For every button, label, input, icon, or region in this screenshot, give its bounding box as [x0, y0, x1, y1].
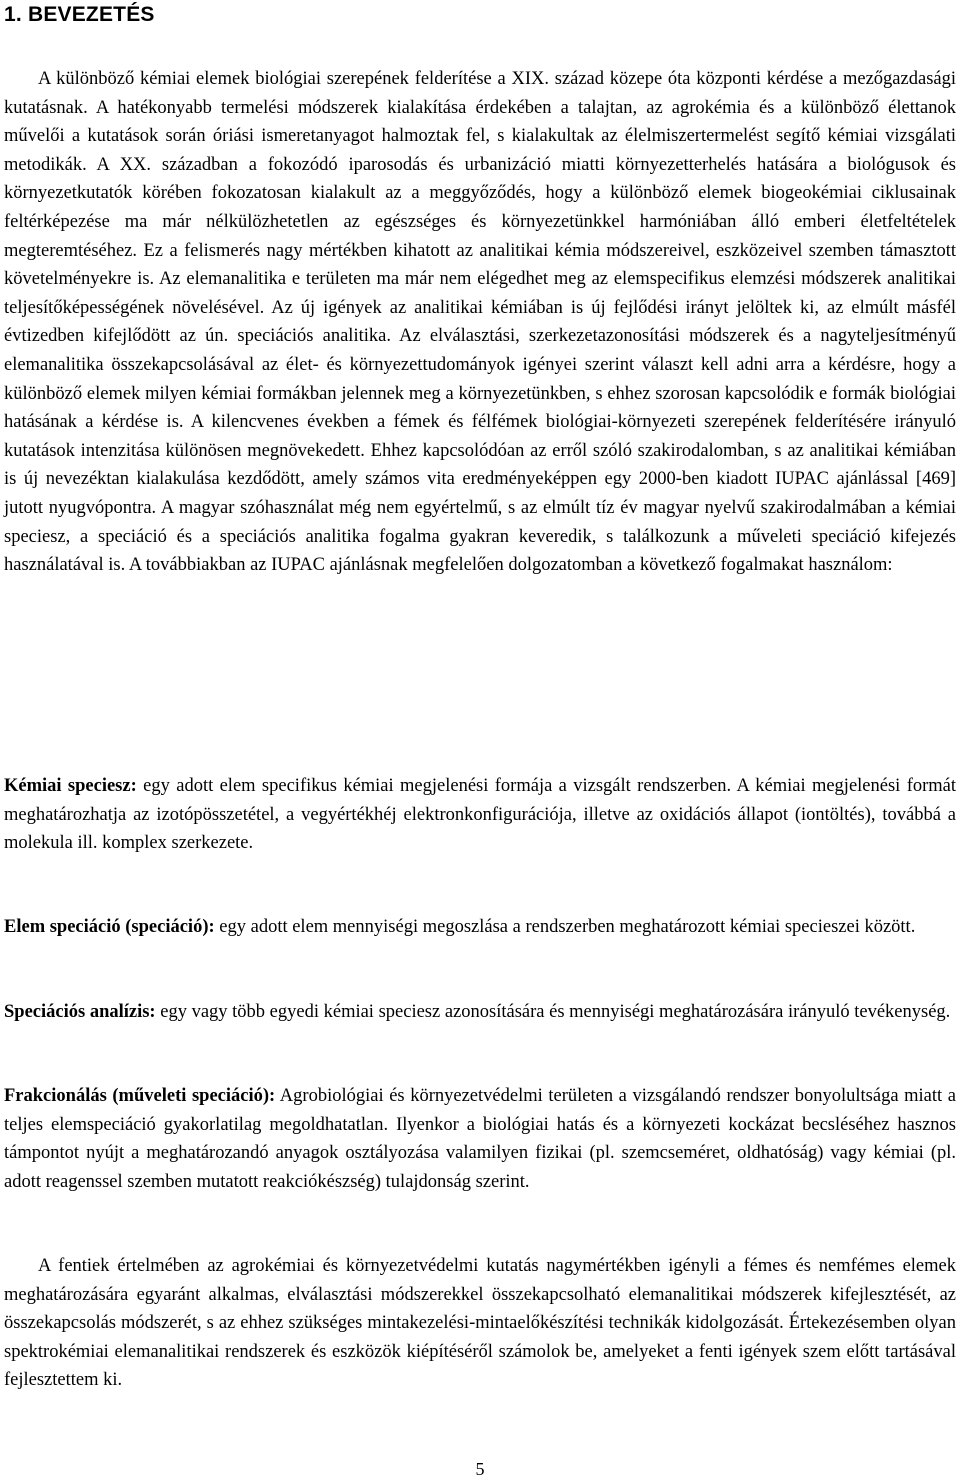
definition-fractionation	[4, 1082, 956, 1196]
definition-text: egy adott elem mennyiségi megoszlása a rendszerben meghatározott kémiai specieszei között.	[214, 917, 916, 937]
definition-term: Frakcionálás (műveleti speciáció):	[4, 1086, 276, 1106]
definition-text: Agrobiológiai és környezetvédelmi területen a vizsgálandó rendszer bonyolultsága miatt a teljes elemspeciáció gyakorlatilag megoldhatatlan. Ilyenkor a biológiai hatás és a környezeti kockázat becsléséhez hasznos támpontot nyújt a meghatározandó anyagok osztályozása valamilyen fizikai (pl. szemcseméret, oldhatóság) vagy kémiai (pl. adott reagenssel szemben mutatott reakciókészség) tulajdonság szerint.	[4, 1086, 956, 1192]
definition-element-speciation	[4, 913, 956, 942]
page-number: 5	[475, 1459, 485, 1479]
definition-text: egy vagy több egyedi kémiai speciesz azonosítására és mennyiségi meghatározására irányuló tevékenység.	[155, 1002, 951, 1022]
definition-term: Elem speciáció (speciáció):	[4, 917, 215, 937]
definition-text: egy adott elem specifikus kémiai megjelenési formája a vizsgált rendszerben. A kémiai megjelenési formát meghatározhatja az izotópösszetétel, a vegyértékhéj elektronkonfigurációja, illetve az oxidációs állapot (iontöltés), továbbá a molekula ill. komplex szerkezete.	[4, 776, 956, 854]
chapter-heading: 1. BEVEZETÉS	[4, 3, 155, 26]
definition-term: Speciációs analízis:	[4, 1002, 156, 1022]
definition-speciation-analysis	[4, 998, 956, 1027]
definition-term: Kémiai speciesz:	[4, 776, 137, 796]
intro-paragraph: A különböző kémiai elemek biológiai szerepének felderítése a XIX. század közepe óta központi kérdése a mezőgazdasági kutatásnak. A hatékonyabb termelési módszerek kialakítása érdekében a talajtan, az agrokémia és a különböző élettanok művelői a kutatások során óriási ismeretanyagot halmoztak fel, s kialakultak az élelmiszertermelést segítő kémiai vizsgálati metodikák. A XX. században a fokozódó iparosodás és urbanizáció miatti környezetterhelés hatására a biológusok és környezetkutatók körében fokozatosan kialakult az a meggyőződés, hogy a különböző elemek biogeokémiai ciklusainak feltérképezése ma már nélkülözhetetlen az egészséges és környezetünkkel harmóniában álló emberi életfeltételek megteremtéséhez. Ez a felismerés nagy mértékben kihatott az analitikai kémia módszereivel, eszközeivel szemben támasztott követelményekre is. Az elemanalitika e területen ma már nem elégedhet meg az elemspecifikus elemzési módszerek analitikai teljesítőképességének növelésével. Az új igények az analitikai kémiában is új fejlődési irányt jelöltek ki, az elmúlt másfél évtizedben kifejlődött az ún. speciációs analitika. Az elválasztási, szerkezetazonosítási módszerek és a nagyteljesítményű elemanalitika összekapcsolásával az élet- és környezettudományok igényei szerint választ kell adni arra a kérdésre, hogy a különböző elemek milyen kémiai formákban jelennek meg a környezetünkben, s ehhez szorosan kapcsolódik e formák biológiai hatásának a kérdése is. A kilencvenes években a fémek és félfémek biológiai-környezeti szerepének felderítésére irányuló kutatások intenzitása különösen megnövekedett. Ehhez kapcsolódóan az erről szóló szakirodalomban, s az analitikai kémiában is új nevezéktan kialakulása kezdődött, amely számos vita eredményeképpen egy 2000-ben kiadott IUPAC ajánlással [469] jutott nyugvópontra. A magyar szóhasználat még nem egyértelmű, s az elmúlt tíz év magyar nyelvű szakirodalmában a kémiai speciesz, a speciáció és a speciációs analitika fogalma gyakran keveredik, s találkozunk a műveleti speciáció kifejezés használatával is. A továbbiakban az IUPAC ajánlásnak megfelelően dolgozatomban a következő fogalmakat használom:	[4, 69, 956, 576]
closing-paragraph: A fentiek értelmében az agrokémiai és környezetvédelmi kutatás nagymértékben igényli a fémes és nemfémes elemek meghatározására egyaránt alkalmas, elválasztási módszerekkel összekapcsolható elemanalitikai módszerek kifejlesztését, az összekapcsolás módszerét, s az ehhez szükséges mintakezelési-mintaelőkészítési technikák kidolgozását. Értekezésemben olyan spektrokémiai elemanalitikai rendszerek és eszközök kiépítéséről számolok be, amelyeket a fenti igények szem előtt tartásával fejlesztettem ki.	[4, 1256, 956, 1391]
definition-chemical-species	[4, 772, 956, 858]
